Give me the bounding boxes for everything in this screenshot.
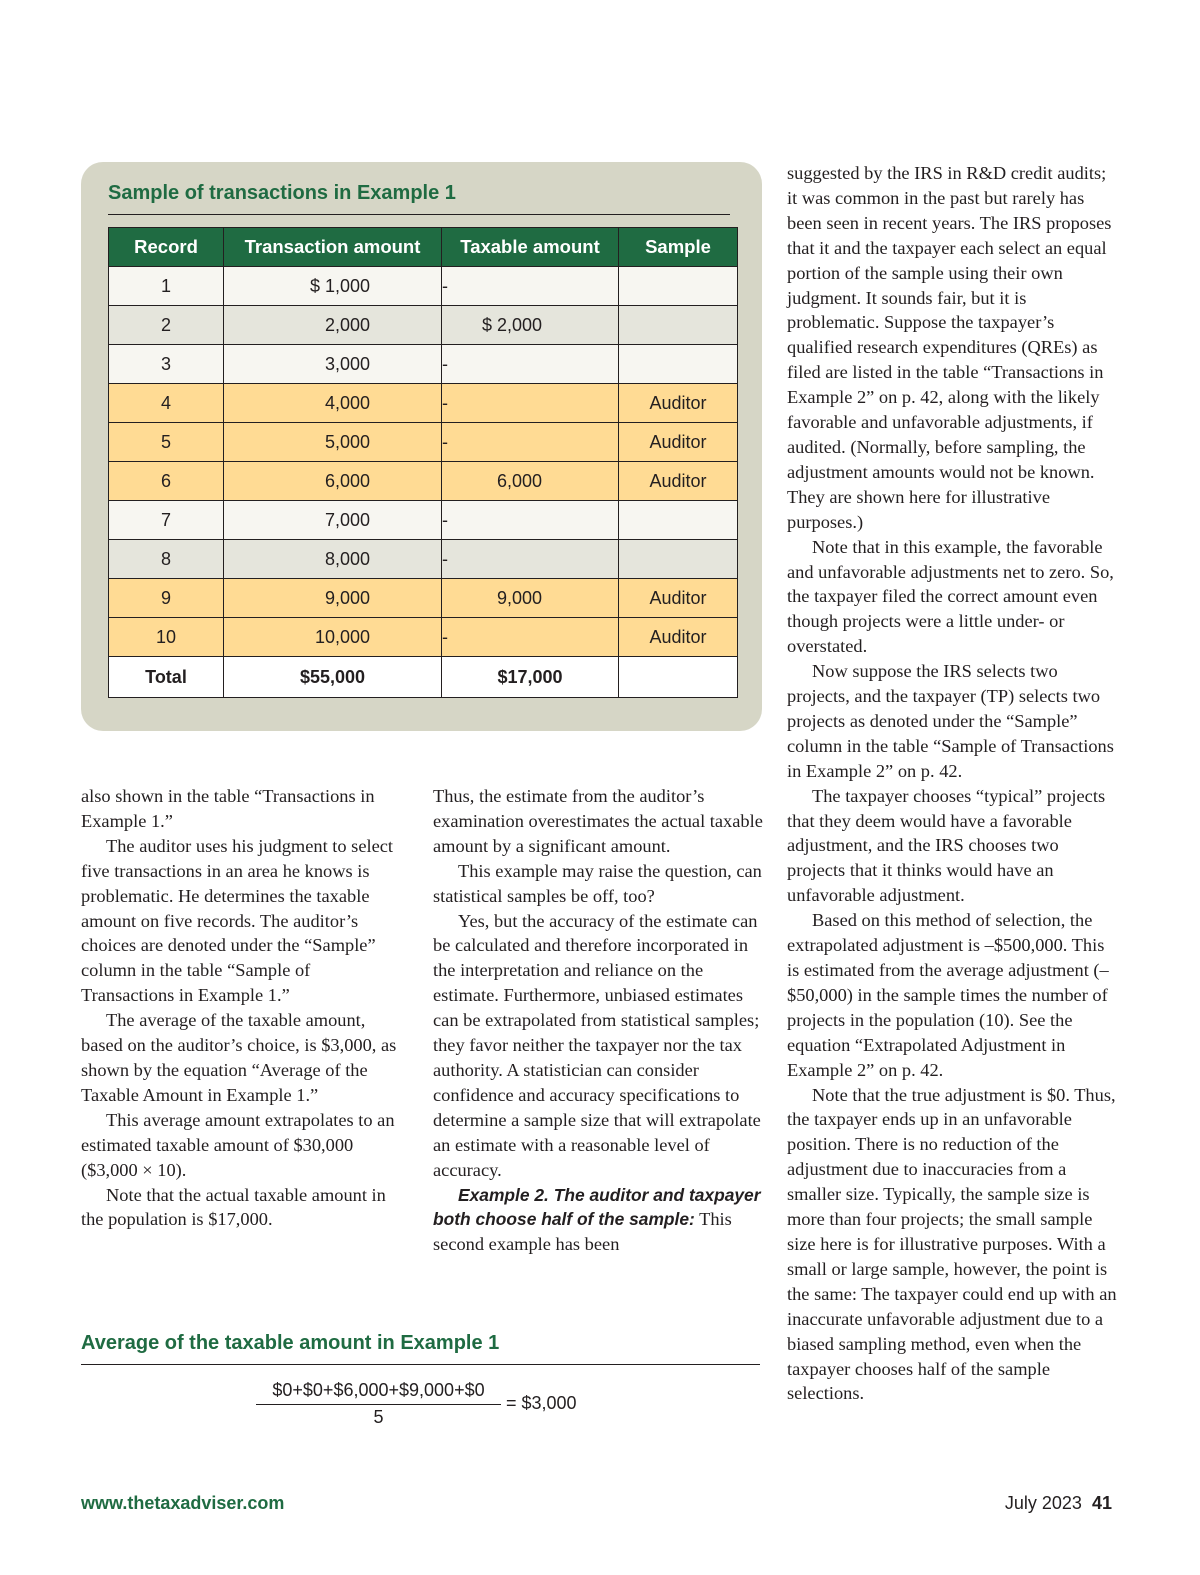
fraction-bar [256, 1404, 501, 1405]
table-row [109, 267, 738, 306]
paragraph: Note that the true adjustment is $0. Thus, the taxpayer ends up in an unfavorable position. There is no reduction of the adjustment due to inaccuracies from a smaller size. Typically, the sample size is more than four projects; the small sample size here is for illustrative purposes. With a small or large sample, however, the point is the same: The taxpayer could end up with an inaccurate unfavorable adjustment due to a biased sampling method, even when the taxpayer chooses half of the sample selections. [787, 1084, 1117, 1404]
cell-sample: Auditor [619, 462, 738, 501]
cell-taxable: - [442, 540, 619, 579]
total-row [109, 657, 738, 698]
cell-sample: Auditor [619, 384, 738, 423]
cell-sample [619, 540, 738, 579]
table-row [109, 501, 738, 540]
cell-total-transaction: $55,000 [224, 657, 442, 698]
paragraph: also shown in the table “Transactions in Example 1.” [81, 786, 375, 831]
cell-total-taxable: $17,000 [442, 657, 619, 698]
cell-record: 7 [109, 501, 224, 540]
paragraph: Note that the actual taxable amount in the population is $17,000. [81, 1184, 386, 1230]
paragraph: Thus, the estimate from the auditor’s examination overestimates the actual taxable amount by a significant amount. [433, 786, 763, 856]
paragraph: Now suppose the IRS selects two projects, and the taxpayer (TP) selects two projects as denoted under the “Sample” column in the table “Sample of Transactions in Example 2” on p. 42. [787, 661, 1114, 781]
paragraph-text: This second example has been [433, 1209, 732, 1255]
paragraph: Based on this method of selection, the extrapolated adjustment is –$500,000. This is estimated from the average adjustment (–$50,000) in the sample times the number of projects in the population (10). See the equation “Extrapolated Adjustment in Example 2” on p. 42. [787, 910, 1109, 1080]
equation-numerator: $0+$0+$6,000+$9,000+$0 [272, 1380, 485, 1400]
transactions-table [108, 227, 738, 698]
cell-record: 9 [109, 579, 224, 618]
cell-taxable: - [442, 501, 619, 540]
cell-transaction: $ 1,000 [224, 267, 442, 306]
cell-transaction: 7,000 [224, 501, 442, 540]
header-sample: Sample [619, 228, 738, 267]
cell-transaction: 6,000 [224, 462, 442, 501]
cell-taxable: $ 2,000 [442, 306, 619, 345]
cell-sample [619, 306, 738, 345]
cell-taxable: - [442, 618, 619, 657]
page-number: 41 [1091, 1493, 1112, 1513]
cell-sample: Auditor [619, 579, 738, 618]
cell-sample: Auditor [619, 618, 738, 657]
cell-total-sample [619, 657, 738, 698]
cell-sample [619, 267, 738, 306]
cell-transaction: 2,000 [224, 306, 442, 345]
cell-transaction: 8,000 [224, 540, 442, 579]
text-column-1 [81, 784, 407, 1232]
paragraph: suggested by the IRS in R&D credit audits; it was common in the past but rarely has been seen in recent years. The IRS proposes that it and the taxpayer each select an equal portion of the sample using their own judgment. It sounds fair, but it is problematic. Suppose the taxpayer’s qualified research expenditures (QREs) as filed are listed in the table “Transactions in Example 2” on p. 42, along with the likely favorable and unfavorable adjustments, if audited. (Normally, before sampling, the adjustment amounts would not be known. They are shown here for illustrative purposes.) [787, 163, 1112, 532]
cell-taxable: 6,000 [442, 462, 619, 501]
paragraph: Note that in this example, the favorable and unfavorable adjustments net to zero. So, the taxpayer filed the correct amount even though projects were a little under- or overstated. [787, 536, 1114, 657]
equation-title: Average of the taxable amount in Example 1 [81, 1332, 500, 1354]
cell-record: 2 [109, 306, 224, 345]
header-row [109, 228, 738, 267]
footer-url: www.thetaxadviser.com [81, 1493, 285, 1513]
paragraph: The taxpayer chooses “typical” projects that they deem would have a favorable adjustment, and the IRS chooses two projects that it thinks would have an unfavorable adjustment. [787, 785, 1106, 906]
paragraph: Yes, but the accuracy of the estimate can be calculated and therefore incorporated in the interpretation and reliance on the estimate. Furthermore, unbiased estimates can be extrapolated from statistical samples; they favor neither the taxpayer nor the tax authority. A statistician can consider confidence and accuracy specifications to determine a sample size that will extrapolate an estimate with a reasonable level of accuracy. [433, 910, 761, 1180]
title-rule [108, 214, 730, 215]
cell-transaction: 4,000 [224, 384, 442, 423]
table-row [109, 579, 738, 618]
paragraph: The average of the taxable amount, based on the auditor’s choice, is $3,000, as shown by the equation “Average of the Taxable Amount in Example 1.” [81, 1010, 397, 1105]
paragraph: The auditor uses his judgment to select five transactions in an area he knows is problematic. He determines the taxable amount on five records. The auditor’s choices are denoted under the “Sample” column in the table “Sample of Transactions in Example 1.” [81, 835, 394, 1006]
header-taxable-amount: Taxable amount [442, 228, 619, 267]
table-row [109, 540, 738, 579]
equation-denominator: 5 [373, 1407, 384, 1427]
cell-record: 1 [109, 267, 224, 306]
example-2-heading: Example 2. The auditor and taxpayer both choose half of the sample: [433, 1184, 761, 1230]
cell-transaction: 3,000 [224, 345, 442, 384]
cell-sample [619, 501, 738, 540]
table-row [109, 384, 738, 423]
cell-record: 10 [109, 618, 224, 657]
table-row [109, 423, 738, 462]
equation-rule [81, 1364, 760, 1365]
cell-record: 6 [109, 462, 224, 501]
table-row [109, 618, 738, 657]
table-title: Sample of transactions in Example 1 [108, 182, 456, 204]
paragraph: This average amount extrapolates to an estimated taxable amount of $30,000 ($3,000 × 10). [81, 1109, 395, 1180]
table-panel [81, 162, 762, 731]
cell-record: 8 [109, 540, 224, 579]
table-row [109, 345, 738, 384]
header-transaction-amount: Transaction amount [224, 228, 442, 267]
footer-date-page [1005, 1493, 1112, 1514]
text-column-2 [433, 784, 763, 1257]
footer-date: July 2023 [1004, 1493, 1082, 1513]
cell-taxable: - [442, 384, 619, 423]
cell-record: 4 [109, 384, 224, 423]
cell-sample [619, 345, 738, 384]
equation-result: = $3,000 [506, 1393, 577, 1413]
cell-transaction: 9,000 [224, 579, 442, 618]
cell-transaction: 10,000 [224, 618, 442, 657]
cell-total-label: Total [109, 657, 224, 698]
table-row [109, 462, 738, 501]
cell-sample: Auditor [619, 423, 738, 462]
paragraph: This example may raise the question, can statistical samples be off, too? [433, 860, 762, 906]
table-row [109, 306, 738, 345]
header-record: Record [109, 228, 224, 267]
paragraph [433, 1183, 763, 1258]
cell-taxable: - [442, 423, 619, 462]
cell-record: 5 [109, 423, 224, 462]
cell-taxable: - [442, 345, 619, 384]
cell-record: 3 [109, 345, 224, 384]
text-column-3 [787, 161, 1117, 1406]
cell-taxable: 9,000 [442, 579, 619, 618]
cell-taxable: - [442, 267, 619, 306]
cell-transaction: 5,000 [224, 423, 442, 462]
